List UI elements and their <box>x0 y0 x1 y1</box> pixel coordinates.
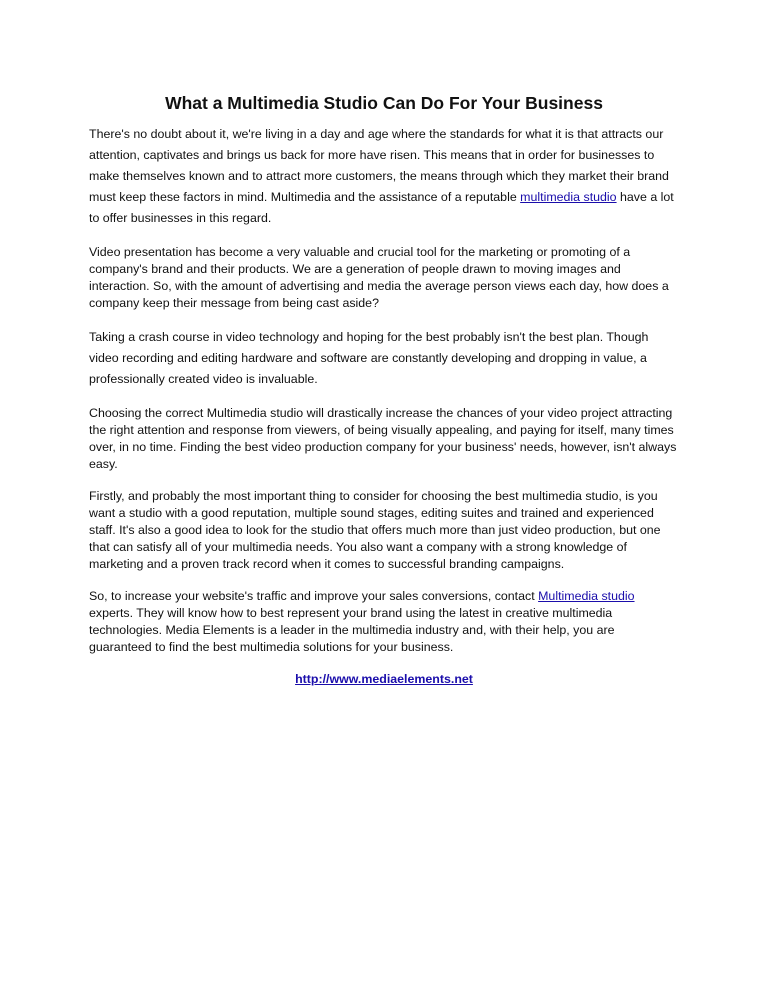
paragraph-crash-course: Taking a crash course in video technology and hoping for the best probably isn't the best plan. Though video recording and editing hardware and software are constantly developing and dropping in value, a professionally created video is invaluable. <box>89 330 649 386</box>
page-title: What a Multimedia Studio Can Do For Your Business <box>165 93 603 113</box>
paragraph-contact-text-2: experts. They will know how to best represent your brand using the latest in creative multimedia technologies. Media Elements is a leader in the multimedia industry and, with their help, you are guaranteed to find the best multimedia solutions for your business. <box>89 606 615 654</box>
multimedia-studio-link[interactable]: multimedia studio <box>520 190 617 204</box>
paragraph-intro-text-2: have a lot to offer businesses in this regard. <box>89 190 674 225</box>
website-url-link[interactable]: http://www.mediaelements.net <box>295 672 473 686</box>
footer-link-row <box>89 671 679 688</box>
document-page <box>89 92 679 688</box>
paragraph-intro-text-1: There's no doubt about it, we're living in a day and age where the standards for what it is that attracts our attention, captivates and brings us back for more have risen. This means that in order for businesses to make themselves known and to attract more customers, the means through which they market their brand must keep these factors in mind. Multimedia and the assistance of a reputable <box>89 127 669 204</box>
paragraph-intro <box>89 124 679 229</box>
multimedia-studio-experts-link[interactable]: Multimedia studio <box>538 589 635 603</box>
paragraph-choosing-studio: Choosing the correct Multimedia studio will drastically increase the chances of your video project attracting the right attention and response from viewers, of being visually appealing, and paying for itself, many times over, in no time. Finding the best video production company for your business' needs, however, isn't always easy. <box>89 406 677 471</box>
paragraph-reputation: Firstly, and probably the most important thing to consider for choosing the best multimedia studio, is you want a studio with a good reputation, multiple sound stages, editing suites and trained and experienced staff. It's also a good idea to look for the studio that offers much more than just video production, but one that can satisfy all of your multimedia needs. You also want a company with a strong knowledge of marketing and a proven track record when it comes to successful branding campaigns. <box>89 489 661 571</box>
paragraph-contact-text-1: So, to increase your website's traffic and improve your sales conversions, contact <box>89 589 539 603</box>
paragraph-video-presentation: Video presentation has become a very valuable and crucial tool for the marketing or promoting of a company's brand and their products. We are a generation of people drawn to moving images and interaction. So, with the amount of advertising and media the average person views each day, how does a company keep their message from being cast aside? <box>89 245 669 310</box>
paragraph-contact <box>89 588 679 656</box>
